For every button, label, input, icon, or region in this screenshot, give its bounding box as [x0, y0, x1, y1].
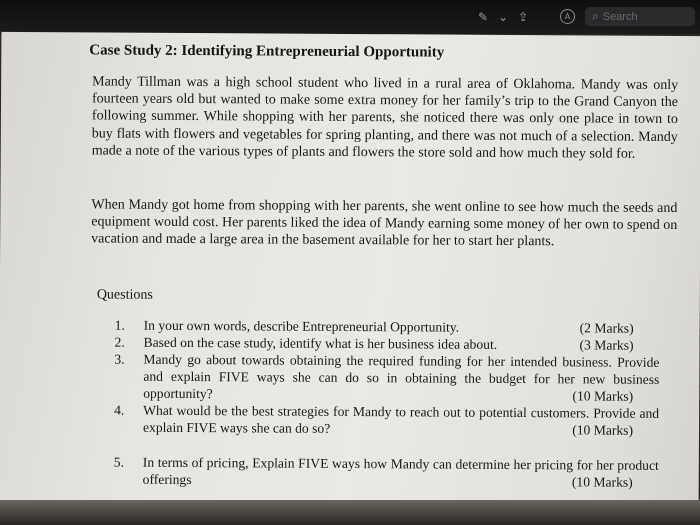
question-marks: (2 Marks) [579, 320, 634, 336]
questions-heading: Questions [96, 287, 153, 303]
question-number: 1. [114, 317, 125, 333]
questions-list [114, 317, 660, 491]
question-text: Mandy go about towards obtaining the required funding for her intended business. Provide and explain FIVE ways she can do so in obtaining the budget for her new business opportunity? [143, 351, 660, 402]
question-marks: (3 Marks) [579, 337, 634, 353]
paragraph-1: Mandy Tillman was a high school student who lived in a rural area of Oklahoma. Mandy was only fourteen years old but wanted to make some extra money for her family’s trip to the Grand Canyon the following summer. While shopping with her parents, she noticed there was only one place in town to buy flats with flowers and vegetables for spring planting, and there was not much of a selection. Mandy made a note of the various types of plants and flowers the store sold and how much they sold for. [91, 74, 679, 162]
question-text: What would be the best strategies for Mandy to reach out to potential customers. Provide and explain FIVE ways she can do so? [142, 402, 660, 436]
question-text: In your own words, describe Entrepreneurial Opportunity. [143, 317, 460, 335]
top-toolbar [0, 0, 700, 34]
toolbar-tools [478, 9, 528, 25]
paragraph-2: When Mandy got home from shopping with her parents, she went online to see how much the seeds and equipment would cost. Her parents liked the idea of Mandy earning some money of her own to spend on vacation and made a large area in the basement available for her to start her plants. [91, 197, 678, 250]
question-marks: (10 Marks) [571, 474, 633, 490]
question-marks: (10 Marks) [572, 422, 634, 438]
question-number: 3. [114, 351, 125, 367]
question-item [114, 454, 659, 491]
question-item [114, 402, 659, 439]
search-icon: ⌕ [592, 9, 599, 23]
search-input[interactable] [585, 7, 695, 26]
question-number: 4. [114, 402, 125, 418]
markup-button[interactable]: A [560, 9, 575, 24]
case-study-title: Case Study 2: Identifying Entrepreneurial Opportunity [89, 42, 445, 61]
question-number: 2. [114, 334, 125, 350]
pen-icon[interactable]: ✎ [478, 10, 489, 24]
chevron-down-icon[interactable]: ⌄ [498, 10, 509, 24]
search-placeholder: Search [602, 10, 638, 23]
question-text: In terms of pricing, Explain FIVE ways how Mandy can determine her pricing for her product offerings [142, 454, 659, 488]
question-item [114, 351, 659, 405]
question-text: Based on the case study, identify what is her business idea about. [143, 334, 498, 352]
share-icon[interactable]: ⇪ [518, 10, 529, 24]
question-number: 5. [113, 454, 125, 470]
question-marks: (10 Marks) [572, 388, 634, 404]
document-page [0, 32, 700, 507]
bottom-edge-shadow [0, 500, 700, 525]
